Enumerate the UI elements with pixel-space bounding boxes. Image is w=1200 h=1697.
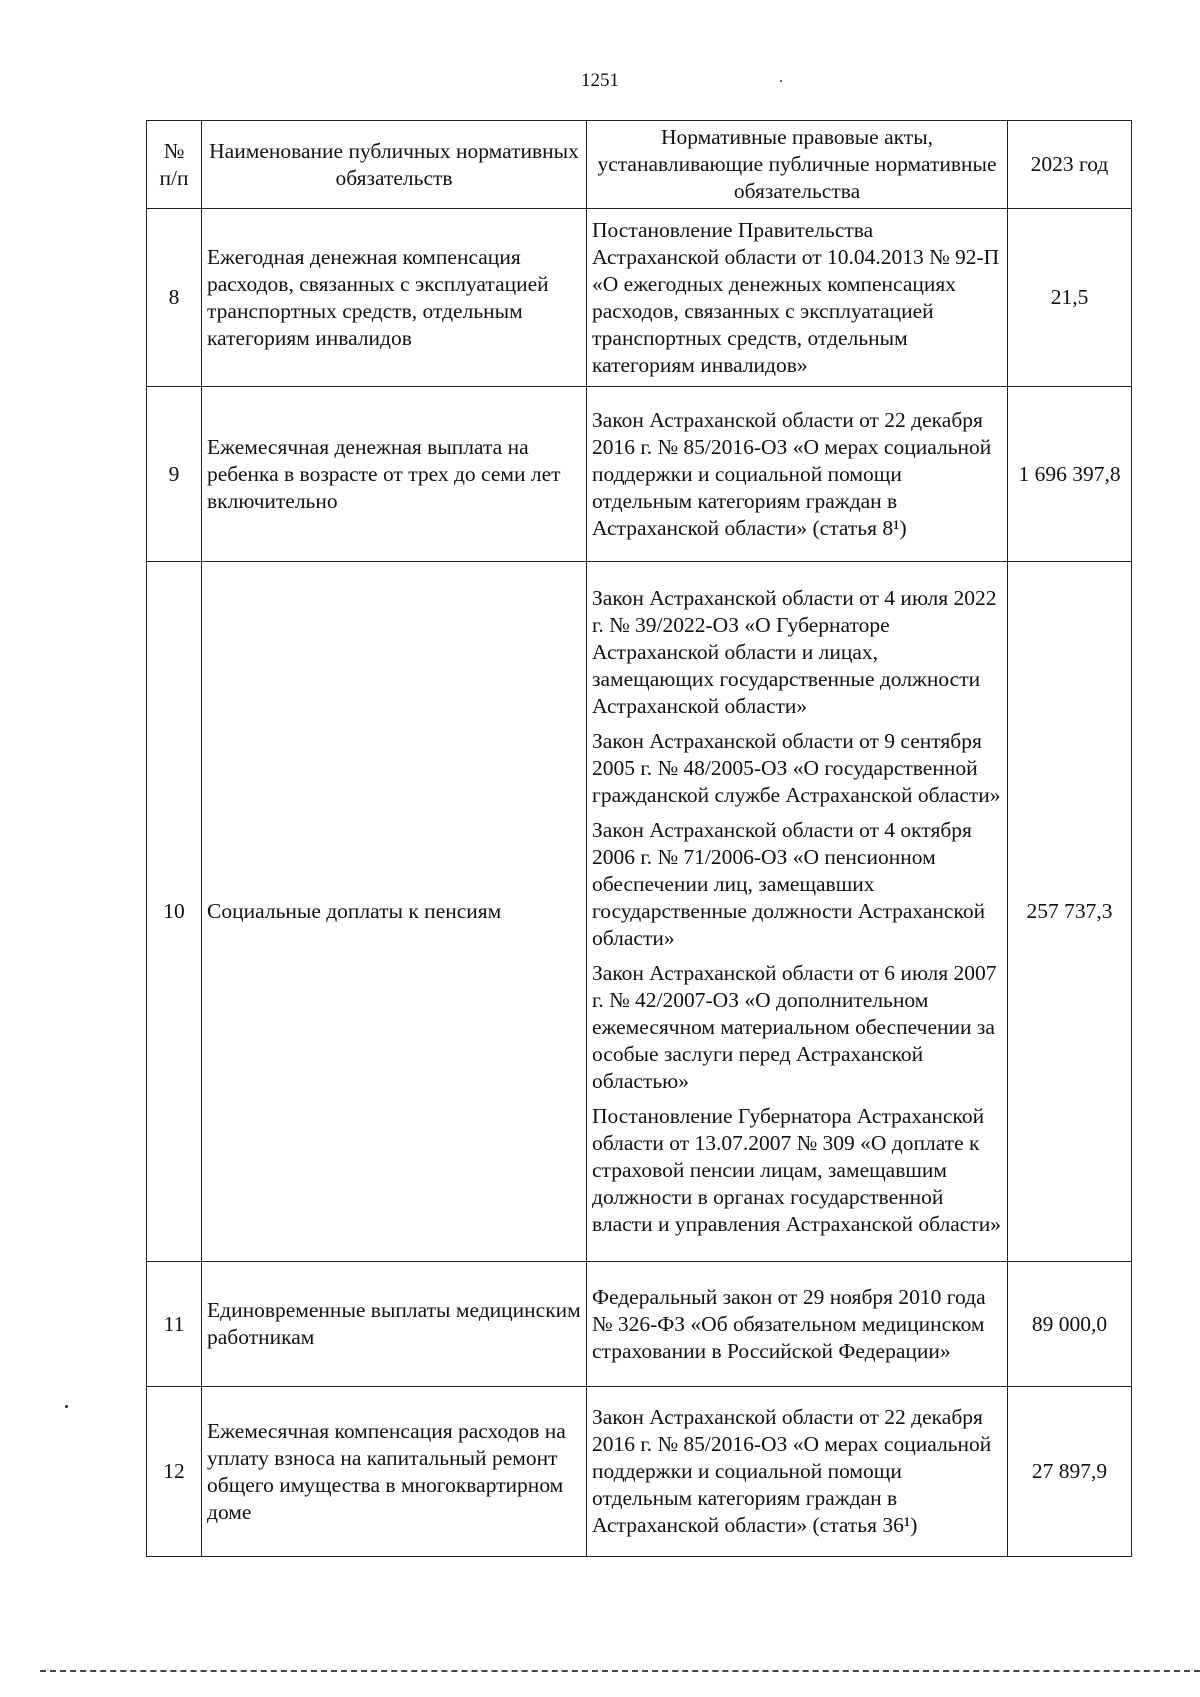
table-row bbox=[147, 562, 1132, 1262]
legal-act: Закон Астраханской области от 4 июля 2022 г. № 39/2022-ОЗ «О Губернаторе Астраханской области и лицах, замещающих государственные должности Астраханской области» bbox=[592, 586, 997, 718]
row-acts bbox=[587, 562, 1008, 1262]
row-name: Ежемесячная компенсация расходов на уплату взноса на капитальный ремонт общего имущества в многоквартирном доме bbox=[202, 1387, 587, 1557]
page-number: 1251 bbox=[581, 70, 619, 91]
header-amount: 2023 год bbox=[1008, 121, 1132, 209]
row-amount: 1 696 397,8 bbox=[1008, 387, 1132, 562]
table-row bbox=[147, 1387, 1132, 1557]
header-num-line-2: п/п bbox=[159, 165, 189, 190]
table-row bbox=[147, 1262, 1132, 1387]
row-amount: 27 897,9 bbox=[1008, 1387, 1132, 1557]
table-header-row bbox=[147, 121, 1132, 209]
row-acts bbox=[587, 1262, 1008, 1387]
row-name: Ежемесячная денежная выплата на ребенка в возрасте от трех до семи лет включительно bbox=[202, 387, 587, 562]
row-amount: 89 000,0 bbox=[1008, 1262, 1132, 1387]
scan-speck bbox=[65, 1405, 68, 1408]
row-name: Социальные доплаты к пенсиям bbox=[202, 562, 587, 1262]
row-amount: 21,5 bbox=[1008, 209, 1132, 387]
header-acts: Нормативные правовые акты, устанавливающие публичные нормативные обязательства bbox=[587, 121, 1008, 209]
row-num: 11 bbox=[147, 1262, 202, 1387]
legal-act: Постановление Губернатора Астраханской области от 13.07.2007 № 309 «О доплате к страховой пенсии лицам, замещавшим должности в органах государственной власти и управления Астраханской области» bbox=[592, 1104, 1001, 1236]
row-num: 8 bbox=[147, 209, 202, 387]
row-name: Единовременные выплаты медицинским работникам bbox=[202, 1262, 587, 1387]
table-row bbox=[147, 209, 1132, 387]
legal-act: Постановление Правительства Астраханской области от 10.04.2013 № 92-П «О ежегодных денежных компенсациях расходов, связанных с эксплуатацией транспортных средств, отдельным категориям инвалидов» bbox=[592, 217, 1000, 377]
row-acts bbox=[587, 1387, 1008, 1557]
row-acts bbox=[587, 209, 1008, 387]
row-num: 12 bbox=[147, 1387, 202, 1557]
legal-act: Закон Астраханской области от 6 июля 2007 г. № 42/2007-ОЗ «О дополнительном ежемесячном материальном обеспечении за особые заслуги перед Астраханской областью» bbox=[592, 961, 997, 1093]
row-num: 9 bbox=[147, 387, 202, 562]
header-num-line-1: № bbox=[163, 138, 185, 163]
legal-act: Закон Астраханской области от 22 декабря 2016 г. № 85/2016-ОЗ «О мерах социальной поддержки и социальной помощи отдельным категориям граждан в Астраханской области» (статья 8¹) bbox=[592, 407, 992, 540]
legal-act: Федеральный закон от 29 ноября 2010 года № 326-ФЗ «Об обязательном медицинском страховании в Российской Федерации» bbox=[592, 1284, 986, 1363]
row-acts bbox=[587, 387, 1008, 562]
legal-act: Закон Астраханской области от 9 сентября 2005 г. № 48/2005-ОЗ «О государственной гражданской службе Астраханской области» bbox=[592, 729, 1001, 807]
header-name: Наименование публичных нормативных обязательств bbox=[202, 121, 587, 209]
scan-speck bbox=[780, 80, 782, 82]
table-row bbox=[147, 387, 1132, 562]
obligations-table bbox=[146, 120, 1132, 1557]
header-num bbox=[147, 121, 202, 209]
row-amount: 257 737,3 bbox=[1008, 562, 1132, 1262]
row-name: Ежегодная денежная компенсация расходов, связанных с эксплуатацией транспортных средств, отдельным категориям инвалидов bbox=[202, 209, 587, 387]
legal-act: Закон Астраханской области от 22 декабря 2016 г. № 85/2016-ОЗ «О мерах социальной поддержки и социальной помощи отдельным категориям граждан в Астраханской области» (статья 36¹) bbox=[592, 1405, 992, 1537]
scan-edge-rule bbox=[40, 1670, 1200, 1672]
row-num: 10 bbox=[147, 562, 202, 1262]
legal-act: Закон Астраханской области от 4 октября 2006 г. № 71/2006-ОЗ «О пенсионном обеспечении лиц, замещавших государственные должности Астраханской области» bbox=[592, 818, 986, 950]
